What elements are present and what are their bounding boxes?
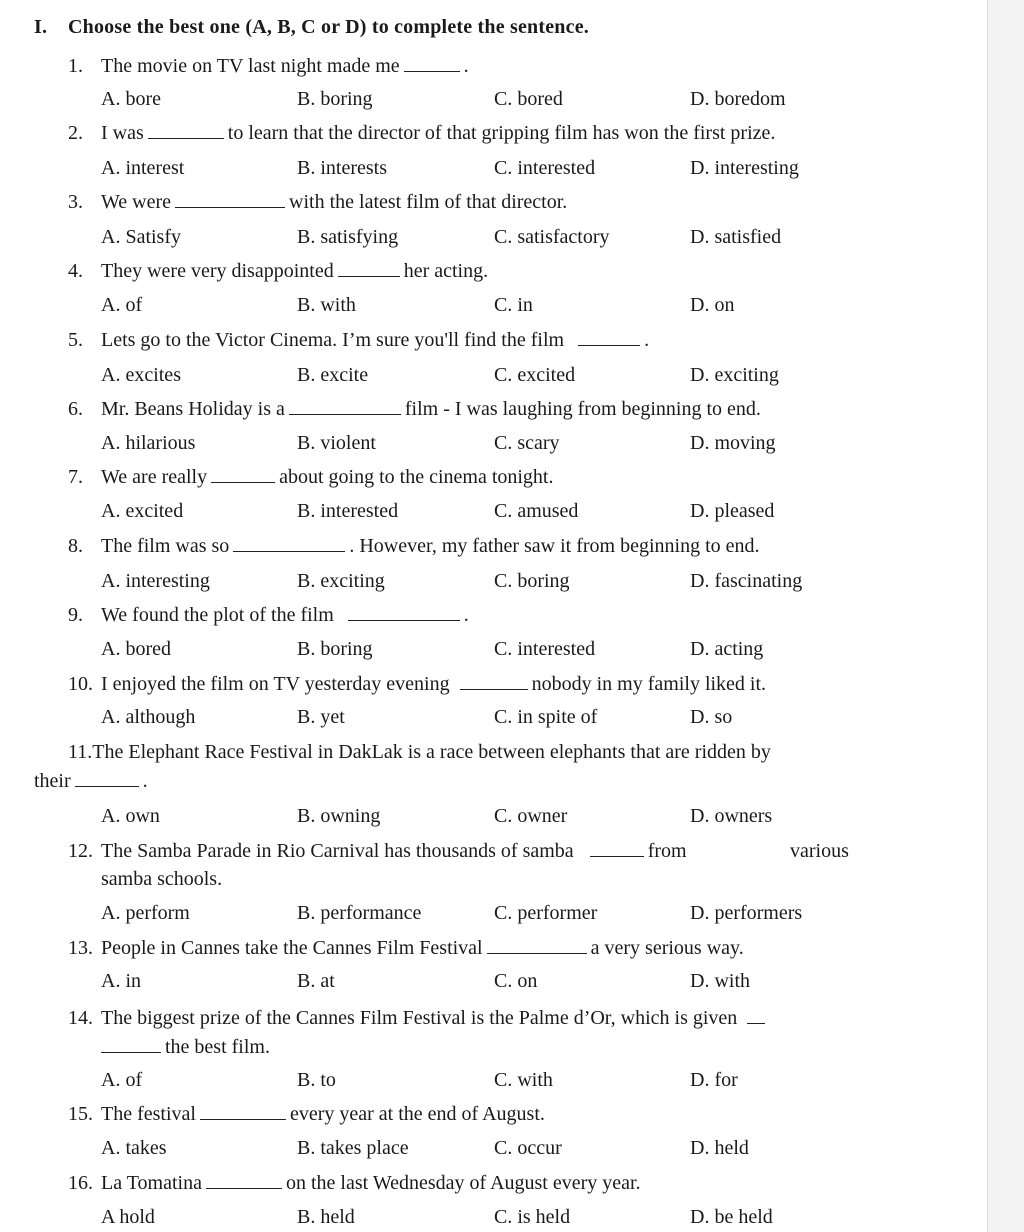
option-d[interactable]: D. held bbox=[690, 1137, 749, 1159]
question-number: 2. bbox=[68, 122, 83, 144]
option-b[interactable]: B. performance bbox=[297, 902, 422, 924]
answer-blank bbox=[460, 671, 528, 690]
option-b[interactable]: B. to bbox=[297, 1069, 336, 1091]
question-number: 12. bbox=[68, 840, 93, 862]
option-b[interactable]: B. excite bbox=[297, 364, 369, 386]
question-12-continued: samba schools. bbox=[101, 868, 223, 890]
section-title: Choose the best one (A, B, C or D) to complete the sentence. bbox=[68, 16, 589, 38]
question-text: The film was so . However, my father saw it from beginning to end. bbox=[101, 535, 760, 557]
question-text: People in Cannes take the Cannes Film Festival a very serious way. bbox=[101, 937, 744, 959]
option-c[interactable]: C. is held bbox=[494, 1206, 571, 1228]
option-b[interactable]: B. takes place bbox=[297, 1137, 409, 1159]
answer-blank bbox=[289, 396, 401, 415]
answer-blank bbox=[211, 464, 275, 483]
option-b[interactable]: B. satisfying bbox=[297, 226, 399, 248]
option-a[interactable]: A. own bbox=[101, 805, 160, 827]
question-text: They were very disappointed her acting. bbox=[101, 260, 489, 282]
option-d[interactable]: D. acting bbox=[690, 638, 764, 660]
option-c[interactable]: C. amused bbox=[494, 500, 579, 522]
option-c[interactable]: C. owner bbox=[494, 805, 568, 827]
option-a[interactable]: A. excites bbox=[101, 364, 181, 386]
option-b[interactable]: B. boring bbox=[297, 638, 373, 660]
question-text: The biggest prize of the Cannes Film Festival is the Palme d’Or, which is given bbox=[101, 1005, 769, 1031]
option-b[interactable]: B. interested bbox=[297, 500, 399, 522]
option-b[interactable]: B. violent bbox=[297, 432, 376, 454]
question-text: The festival every year at the end of August. bbox=[101, 1103, 545, 1125]
answer-blank bbox=[487, 935, 587, 954]
answer-blank bbox=[233, 533, 345, 552]
answer-blank bbox=[404, 53, 460, 72]
option-c[interactable]: C. interested bbox=[494, 157, 596, 179]
option-c[interactable]: C. scary bbox=[494, 432, 560, 454]
option-c[interactable]: C. satisfactory bbox=[494, 226, 610, 248]
option-c[interactable]: C. performer bbox=[494, 902, 598, 924]
answer-blank bbox=[338, 258, 400, 277]
question-text: The movie on TV last night made me . bbox=[101, 55, 469, 77]
option-a[interactable]: A. perform bbox=[101, 902, 190, 924]
question-number: 13. bbox=[68, 937, 93, 959]
question-number: 8. bbox=[68, 535, 83, 557]
option-d[interactable]: D. on bbox=[690, 294, 735, 316]
option-a[interactable]: A. interesting bbox=[101, 570, 210, 592]
answer-blank bbox=[200, 1101, 286, 1120]
option-c[interactable]: C. in spite of bbox=[494, 706, 598, 728]
answer-blank bbox=[747, 1005, 765, 1024]
question-number: 4. bbox=[68, 260, 83, 282]
question-text: I was to learn that the director of that gripping film has won the first prize. bbox=[101, 122, 776, 144]
option-d[interactable]: D. for bbox=[690, 1069, 738, 1091]
question-number: 6. bbox=[68, 398, 83, 420]
option-c[interactable]: C. boring bbox=[494, 570, 570, 592]
option-d[interactable]: D. performers bbox=[690, 902, 803, 924]
option-d[interactable]: D. so bbox=[690, 706, 733, 728]
option-c[interactable]: C. in bbox=[494, 294, 533, 316]
answer-blank bbox=[75, 768, 139, 787]
option-c[interactable]: C. with bbox=[494, 1069, 553, 1091]
option-c[interactable]: C. excited bbox=[494, 364, 576, 386]
option-b[interactable]: B. exciting bbox=[297, 570, 385, 592]
option-d[interactable]: D. boredom bbox=[690, 88, 786, 110]
option-b[interactable]: B. boring bbox=[297, 88, 373, 110]
question-text: I enjoyed the film on TV yesterday evening nobody in my family liked it. bbox=[101, 673, 767, 695]
question-number: 1. bbox=[68, 55, 83, 77]
option-d[interactable]: D. pleased bbox=[690, 500, 775, 522]
option-d[interactable]: D. fascinating bbox=[690, 570, 803, 592]
option-d[interactable]: D. satisfied bbox=[690, 226, 782, 248]
option-b[interactable]: B. owning bbox=[297, 805, 381, 827]
option-d[interactable]: D. exciting bbox=[690, 364, 779, 386]
scrollbar[interactable] bbox=[987, 0, 1024, 1232]
option-a[interactable]: A. hilarious bbox=[101, 432, 196, 454]
option-c[interactable]: C. interested bbox=[494, 638, 596, 660]
option-d[interactable]: D. be held bbox=[690, 1206, 773, 1228]
answer-blank bbox=[348, 602, 460, 621]
question-text: We were with the latest film of that director. bbox=[101, 191, 568, 213]
answer-blank bbox=[175, 189, 285, 208]
option-d[interactable]: D. interesting bbox=[690, 157, 799, 179]
question-11-continued: their . bbox=[34, 770, 148, 792]
answer-blank bbox=[590, 838, 644, 857]
question-number: 9. bbox=[68, 604, 83, 626]
question-number: 15. bbox=[68, 1103, 93, 1125]
question-number: 10. bbox=[68, 673, 93, 695]
question-text: We found the plot of the film . bbox=[101, 604, 469, 626]
question-number: 16. bbox=[68, 1172, 93, 1194]
option-a[interactable]: A. of bbox=[101, 294, 143, 316]
option-c[interactable]: C. occur bbox=[494, 1137, 562, 1159]
question-text: Mr. Beans Holiday is a film - I was laughing from beginning to end. bbox=[101, 398, 761, 420]
question-text: We are really about going to the cinema tonight. bbox=[101, 466, 554, 488]
question-number: 5. bbox=[68, 329, 83, 351]
option-b[interactable]: B. held bbox=[297, 1206, 355, 1228]
option-b[interactable]: B. with bbox=[297, 294, 356, 316]
option-c[interactable]: C. on bbox=[494, 970, 538, 992]
option-d[interactable]: D. moving bbox=[690, 432, 776, 454]
worksheet-page: I. Choose the best one (A, B, C or D) to complete the sentence. 1. The movie on TV last night made me . A. bore B. boring C. bored D. boredom 2. I was to learn that the director of that gripping film has won the first prize. A. interest B. interests C. interested D. interesting 3. We were with the latest film of that director. A. Satisfy B. satisfying C. satisfactory D. satisfied 4. They were very disappointed her acting. A. of B. with C. in D. on 5. Lets go to the Victor Cinema. I’m sure you'll find the film . A. excites B. excite C. excited D. exciting 6. Mr. Beans Holiday is a film - I was laughing from beginning to end. A. hilarious B. violent C. scary D. moving 7. We are really about going to the cinema tonight. A. excited B. interested C. amused D. pleased 8. The film was so . However, my father saw it from beginning to end. A. interesting B. exciting C. boring D. fascinating 9. We found the plot of the film . A. bored B. boring C. interested D. acting 10. I enjoyed the film on TV yesterday evening nobody in my family liked it. A. although B. yet C. in spite of D. so 11.The Elephant Race Festival in DakLak is a race between elephants that are ridden by their . A. own B. owning C. owner D. owners 12. The Samba Parade in Rio Carnival has thousands of samba from various samba schools. A. perform B. performance C. performer D. performers 13. People in Cannes take the Cannes Film Festival a very serious way. A. in B. at C. on D. with 14. The biggest prize of the Cannes Film Festival is the Palme d’Or, which is given the best film. A. of B. to C. with D. for 15. The festival every year at the end of August. A. takes B. takes place C. occur D. held 16. La Tomatina on the last Wednesday of August every year. A hold B. held C. is held D. be held bbox=[34, 16, 849, 1228]
answer-blank bbox=[206, 1170, 282, 1189]
option-a[interactable]: A. although bbox=[101, 706, 196, 728]
option-a[interactable]: A. bored bbox=[101, 638, 171, 660]
option-a[interactable]: A. interest bbox=[101, 157, 185, 179]
question-text: La Tomatina on the last Wednesday of August every year. bbox=[101, 1172, 641, 1194]
option-d[interactable]: D. with bbox=[690, 970, 750, 992]
option-b[interactable]: B. yet bbox=[297, 706, 345, 728]
option-c[interactable]: C. bored bbox=[494, 88, 563, 110]
option-a[interactable]: A. excited bbox=[101, 500, 184, 522]
option-b[interactable]: B. at bbox=[297, 970, 335, 992]
question-number: 7. bbox=[68, 466, 83, 488]
answer-blank bbox=[101, 1034, 161, 1053]
option-a[interactable]: A. Satisfy bbox=[101, 226, 181, 248]
option-a[interactable]: A. in bbox=[101, 970, 141, 992]
question-number: 11. bbox=[68, 741, 93, 763]
question-number: 14. bbox=[68, 1007, 93, 1029]
section-heading bbox=[34, 16, 589, 39]
option-d[interactable]: D. owners bbox=[690, 805, 773, 827]
answer-blank bbox=[148, 120, 224, 139]
answer-blank bbox=[578, 327, 640, 346]
option-a[interactable]: A. bore bbox=[101, 88, 161, 110]
option-a[interactable]: A hold bbox=[101, 1206, 155, 1228]
question-14-continued: the best film. bbox=[101, 1034, 270, 1060]
option-b[interactable]: B. interests bbox=[297, 157, 387, 179]
question-text: 11.The Elephant Race Festival in DakLak is a race between elephants that are ridden by bbox=[68, 741, 771, 763]
question-number: 3. bbox=[68, 191, 83, 213]
question-text: Lets go to the Victor Cinema. I’m sure you'll find the film . bbox=[101, 329, 650, 351]
option-a[interactable]: A. of bbox=[101, 1069, 143, 1091]
question-text: The Samba Parade in Rio Carnival has thousands of samba from bbox=[101, 840, 687, 862]
option-a[interactable]: A. takes bbox=[101, 1137, 167, 1159]
section-number: I. bbox=[34, 16, 48, 38]
